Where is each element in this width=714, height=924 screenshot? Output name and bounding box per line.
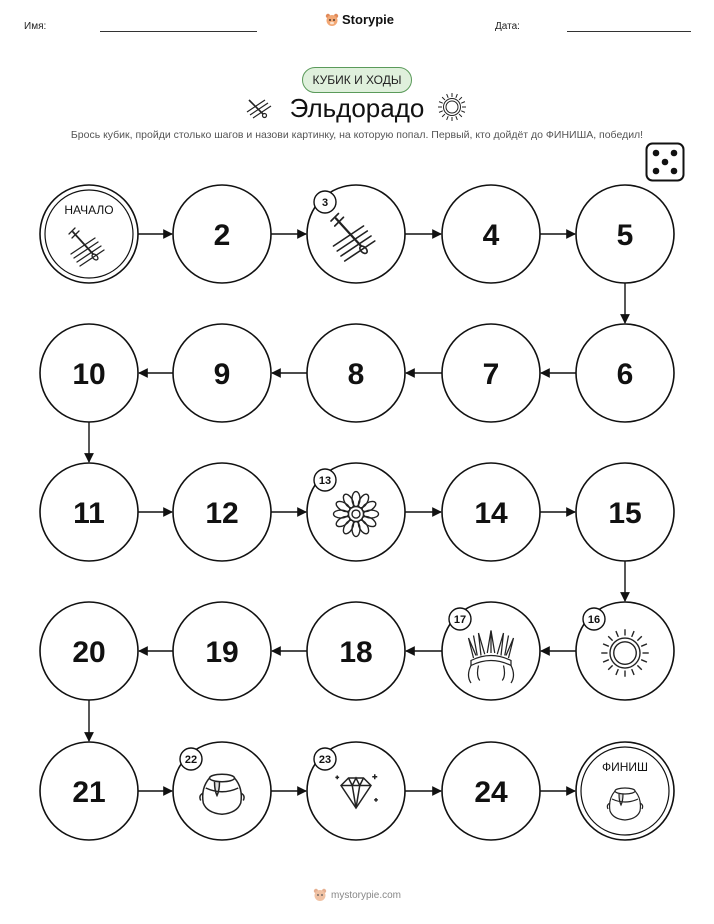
cell-number: 5: [616, 219, 634, 252]
finish-cell[interactable]: [576, 742, 674, 840]
step-number: 16: [587, 614, 601, 626]
board-cell[interactable]: [173, 463, 271, 561]
board-cell[interactable]: [307, 602, 405, 700]
step-number: 3: [321, 197, 329, 209]
board-cell[interactable]: [307, 742, 405, 840]
cell-number: 24: [474, 776, 508, 809]
cell-label: ФИНИШ: [601, 760, 649, 774]
board-cell[interactable]: [40, 463, 138, 561]
footer: [0, 888, 714, 902]
board-cell[interactable]: [40, 742, 138, 840]
cell-number: 18: [339, 636, 373, 669]
cell-number: 15: [608, 497, 642, 530]
cell-number: 4: [482, 219, 500, 252]
board-cell[interactable]: [307, 185, 405, 283]
board-cell[interactable]: [442, 602, 540, 700]
board-cell[interactable]: [442, 185, 540, 283]
board-cell[interactable]: [173, 324, 271, 422]
cell-number: 9: [213, 358, 231, 391]
cell-number: 2: [213, 219, 231, 252]
board-cell[interactable]: [173, 742, 271, 840]
cell-number: 20: [72, 636, 106, 669]
board-cell[interactable]: [173, 185, 271, 283]
cell-number: 11: [73, 497, 105, 530]
cell-number: 7: [482, 358, 500, 391]
cell-number: 21: [72, 776, 106, 809]
board-cell[interactable]: [442, 742, 540, 840]
board-cell[interactable]: [442, 324, 540, 422]
board-cell[interactable]: [173, 602, 271, 700]
step-number: 23: [318, 754, 332, 766]
cell-number: 19: [205, 636, 239, 669]
instructions: Брось кубик, пройди столько шагов и назови картинку, на которую попал. Первый, кто дойдёт до ФИНИША, победил!: [70, 129, 644, 141]
date-label: Дата:: [495, 21, 520, 32]
start-cell[interactable]: [40, 185, 138, 283]
game-type-badge: КУБИК И ХОДЫ: [302, 67, 412, 93]
cell-circle: [40, 185, 138, 283]
board-cell[interactable]: [576, 185, 674, 283]
cell-number: 14: [474, 497, 508, 530]
board-cell[interactable]: [442, 463, 540, 561]
name-label: Имя:: [24, 21, 47, 32]
cell-number: 12: [205, 497, 239, 530]
board-cell[interactable]: [576, 602, 674, 700]
footer-url[interactable]: mystorypie.com: [330, 889, 401, 901]
cell-label: НАЧАЛО: [64, 203, 114, 217]
board-cell[interactable]: [307, 324, 405, 422]
page-title: Эльдорадо: [289, 93, 425, 123]
bear-icon: [313, 888, 327, 902]
cell-number: 10: [72, 358, 106, 391]
step-number: 17: [453, 614, 467, 626]
board-cell[interactable]: [576, 324, 674, 422]
board-cell[interactable]: [307, 463, 405, 561]
brand-name: Storypie: [342, 12, 395, 27]
cell-number: 8: [347, 358, 365, 391]
board-cell[interactable]: [40, 324, 138, 422]
step-number: 13: [318, 475, 332, 487]
board-cell[interactable]: [40, 602, 138, 700]
cell-number: 6: [616, 358, 634, 391]
board-cell[interactable]: [576, 463, 674, 561]
step-number: 22: [184, 754, 198, 766]
cell-circle: [576, 742, 674, 840]
